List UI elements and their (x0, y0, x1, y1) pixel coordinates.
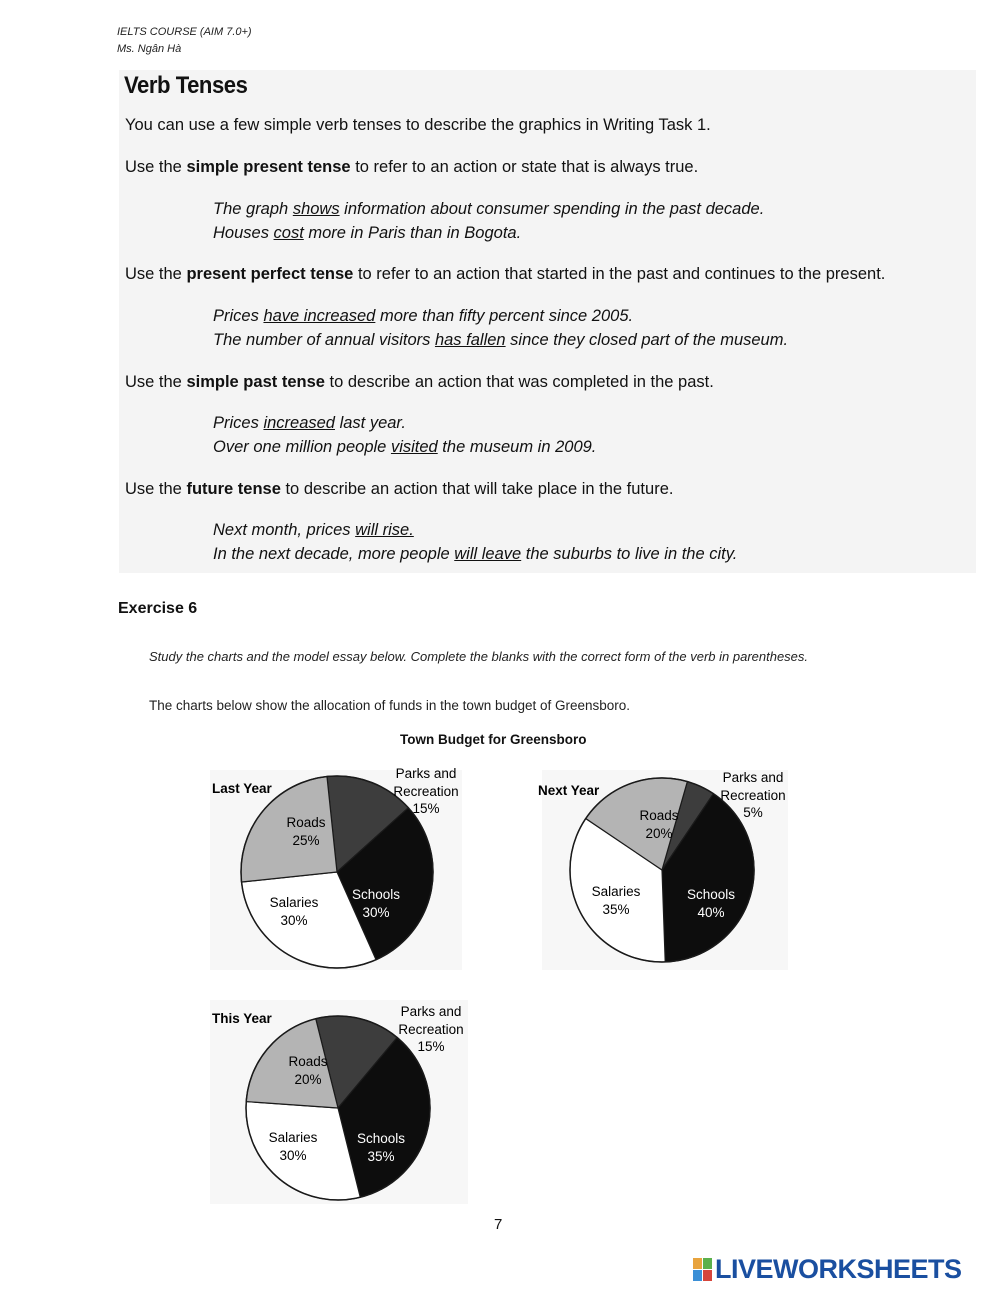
label-parks-pct: 15% (412, 801, 440, 816)
label-parks: Parks and (400, 1004, 462, 1019)
present-perfect-term: present perfect tense (186, 265, 354, 283)
simple-past-term: simple past tense (186, 373, 325, 391)
example-sentence: The number of annual visitors has fallen since they closed part of the museum. (213, 331, 789, 349)
label-parks: Parks and (722, 770, 784, 785)
label-roads: Roads (639, 808, 679, 823)
chart-label-last-year: Last Year (212, 781, 272, 796)
label-salaries-pct: 35% (602, 902, 630, 917)
label-roads-pct: 20% (294, 1072, 322, 1087)
label-salaries: Salaries (268, 1130, 318, 1145)
verb-tenses-title: Verb Tenses (124, 72, 248, 99)
label-salaries-pct: 30% (279, 1148, 307, 1163)
label-salaries: Salaries (269, 895, 319, 910)
example-sentence: Prices increased last year. (213, 414, 406, 432)
example-sentence: Next month, prices will rise. (213, 521, 414, 539)
logo-text: LIVEWORKSHEETS (715, 1254, 962, 1284)
label-roads-pct: 25% (292, 833, 320, 848)
label-parks: Recreation (398, 1022, 464, 1037)
future-term: future tense (186, 480, 281, 498)
verb-tenses-intro: You can use a few simple verb tenses to describe the graphics in Writing Task 1. (125, 116, 711, 134)
logo-mark-cell (693, 1270, 702, 1281)
logo-mark-cell (693, 1258, 702, 1269)
example-sentence: The graph shows information about consumer spending in the past decade. (213, 200, 765, 218)
label-schools-pct: 30% (362, 905, 390, 920)
label-schools-pct: 40% (697, 905, 725, 920)
simple-past-rule: Use the simple past tense to describe an action that was completed in the past. (125, 373, 714, 391)
exercise-title: Exercise 6 (118, 600, 198, 617)
label-schools-pct: 35% (367, 1149, 395, 1164)
logo-mark-cell (703, 1270, 712, 1281)
course-title: IELTS COURSE (AIM 7.0+) (117, 26, 252, 38)
label-parks: Recreation (393, 784, 459, 799)
pie-next-year (570, 778, 754, 962)
label-parks: Parks and (395, 766, 457, 781)
label-schools: Schools (686, 887, 736, 902)
pie-this-year (246, 1016, 430, 1200)
page-number: 7 (494, 1216, 503, 1233)
simple-present-rule: Use the simple present tense to refer to an action or state that is always true. (125, 158, 699, 176)
label-roads: Roads (286, 815, 326, 830)
label-parks-pct: 15% (417, 1039, 445, 1054)
teacher-name: Ms. Ngân Hà (117, 43, 182, 55)
future-rule: Use the future tense to describe an action that will take place in the future. (125, 480, 674, 498)
label-schools: Schools (351, 887, 401, 902)
chart-label-this-year: This Year (212, 1011, 272, 1026)
label-salaries-pct: 30% (280, 913, 308, 928)
logo-mark-icon (693, 1258, 712, 1281)
exercise-instruction: Study the charts and the model essay below. Complete the blanks with the correct form of the verb in parentheses. (149, 649, 809, 664)
example-sentence: In the next decade, more people will leave the suburbs to live in the city. (213, 545, 738, 563)
liveworksheets-logo[interactable] (693, 1254, 962, 1285)
example-sentence: Over one million people visited the museum in 2009. (213, 438, 597, 456)
simple-present-term: simple present tense (186, 158, 351, 176)
label-salaries: Salaries (591, 884, 641, 899)
pie-last-year (241, 776, 433, 968)
label-parks: Recreation (720, 788, 786, 803)
exercise-lead: The charts below show the allocation of funds in the town budget of Greensboro. (149, 698, 631, 713)
label-parks-pct: 5% (743, 805, 763, 820)
label-schools: Schools (356, 1131, 406, 1146)
label-roads: Roads (288, 1054, 328, 1069)
chart-title: Town Budget for Greensboro (400, 732, 587, 747)
logo-mark-cell (703, 1258, 712, 1269)
present-perfect-rule: Use the present perfect tense to refer to an action that started in the past and continues to the present. (125, 265, 886, 283)
example-sentence: Houses cost more in Paris than in Bogota. (213, 224, 522, 242)
chart-label-next-year: Next Year (538, 783, 600, 798)
label-roads-pct: 20% (645, 826, 673, 841)
example-sentence: Prices have increased more than fifty percent since 2005. (213, 307, 634, 325)
